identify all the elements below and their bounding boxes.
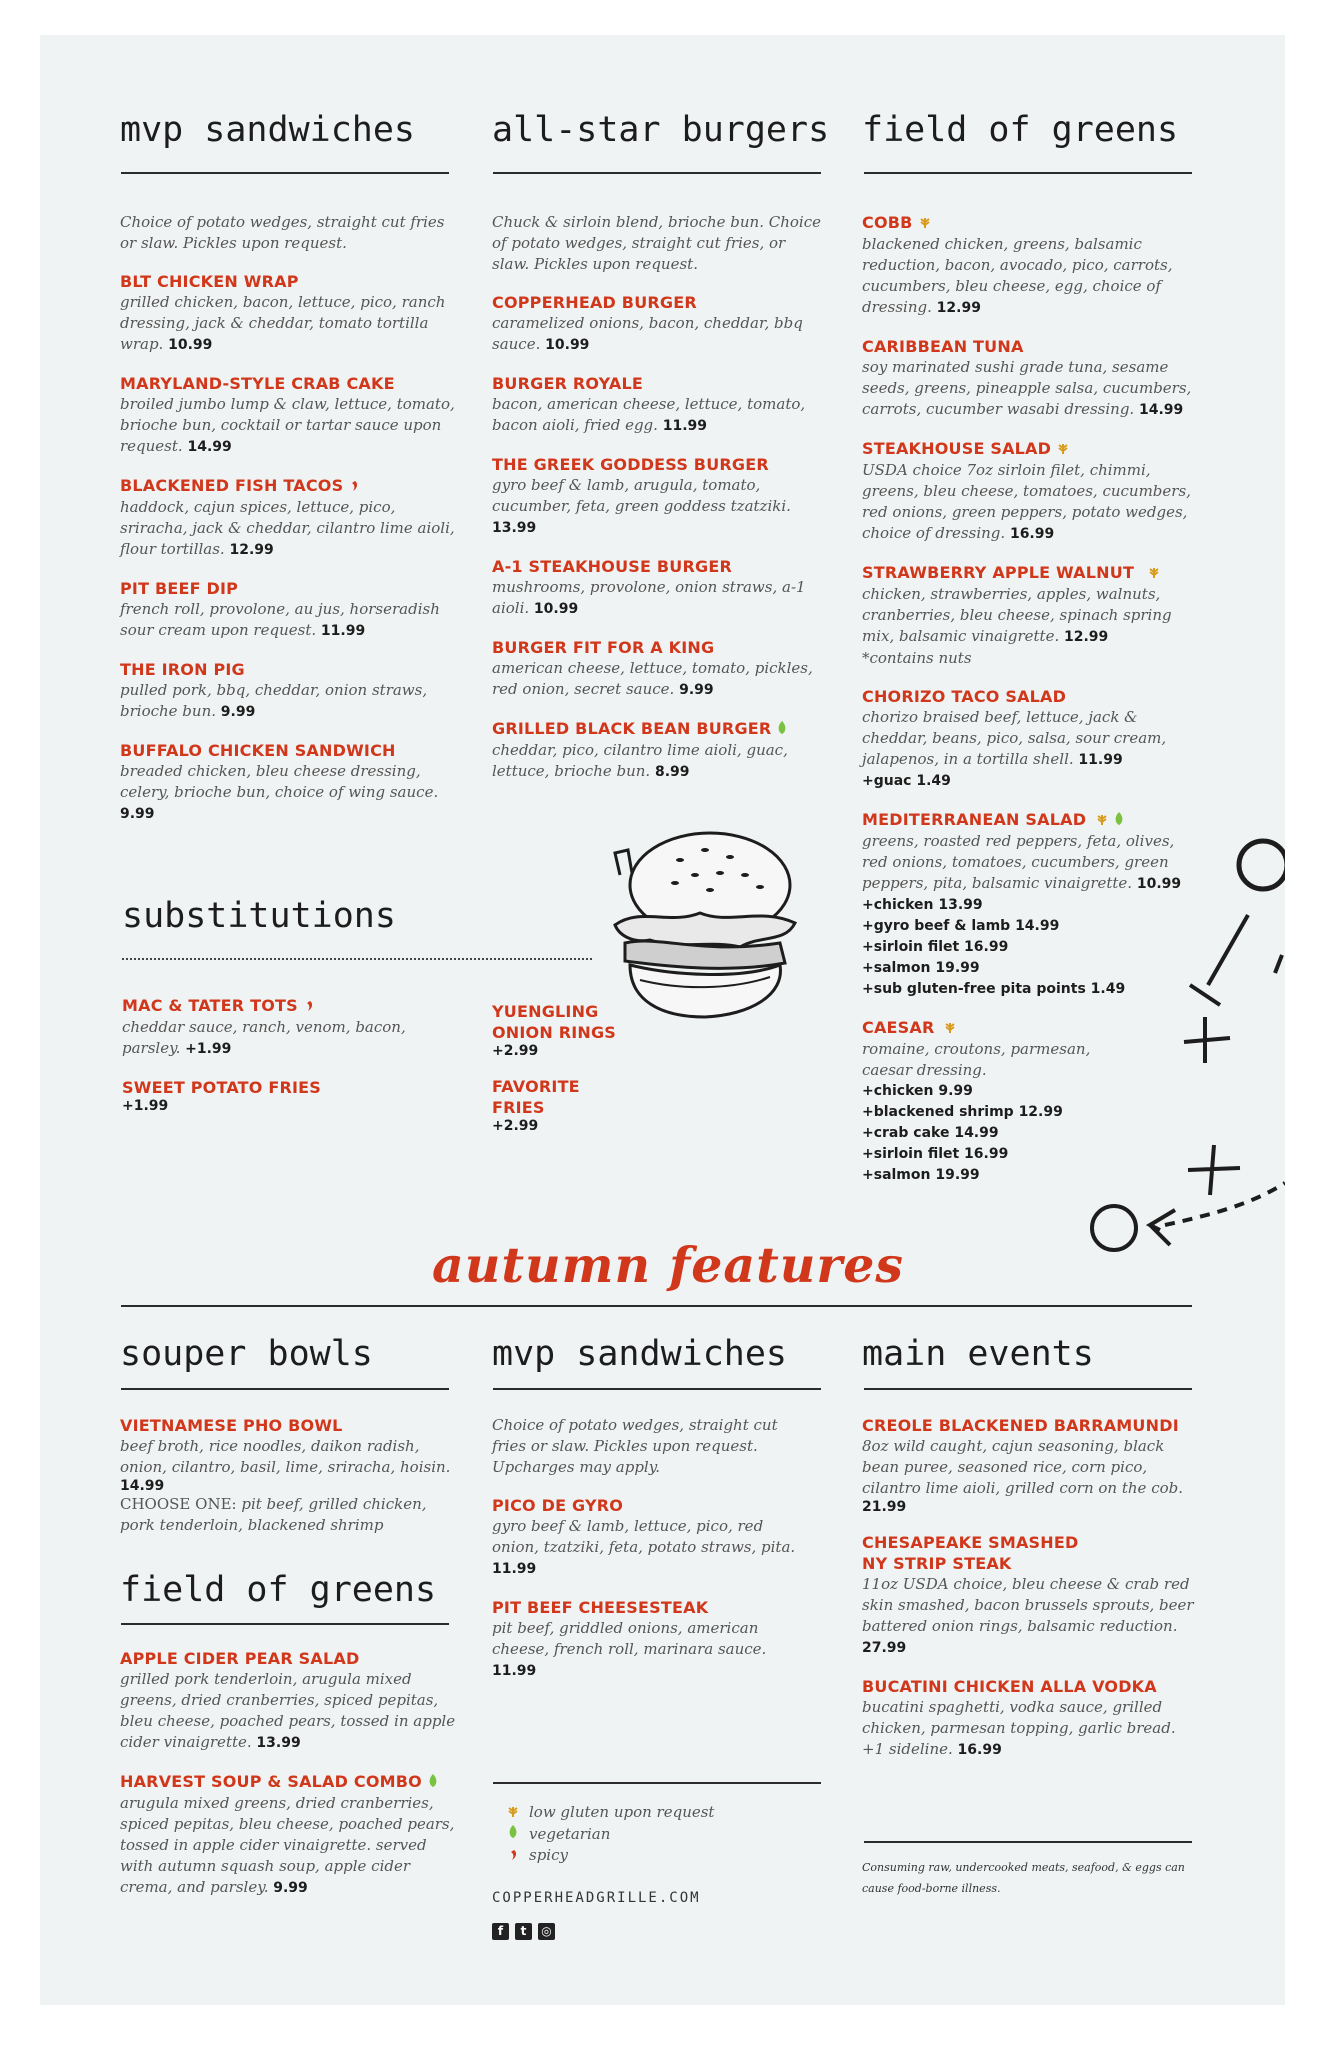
menu-item — [120, 475, 455, 561]
football-play-diagram — [1080, 805, 1285, 1275]
mvp-column — [120, 212, 455, 842]
menu-item — [492, 292, 827, 356]
legend-label: spicy — [529, 1846, 568, 1864]
subs-title: substitutions — [122, 896, 396, 936]
item-price: 13.99 — [256, 1735, 301, 1751]
item-desc: arugula mixed greens, dried cranberries, spiced pepitas, bleu cheese, poached pears, tossed in apple cider vinaigrette. served with autumn squash soup, apple cider crema, and parsley. — [120, 1794, 455, 1896]
menu-item — [492, 556, 827, 620]
chili-icon — [507, 1846, 519, 1867]
item-desc: romaine, croutons, parmesan, caesar dressing. — [862, 1040, 1091, 1079]
fgreens2-divider — [121, 1623, 449, 1625]
item-desc: bacon, american cheese, lettuce, tomato, bacon aioli, fried egg. — [492, 395, 806, 434]
item-desc: bucatini spaghetti, vodka sauce, grilled chicken, parmesan topping, garlic bread. +1 sideline. — [862, 1698, 1176, 1758]
burgers-intro: Chuck & sirloin blend, brioche bun. Choice of potato wedges, straight cut fries, or slaw. Pickles upon request. — [492, 213, 821, 273]
mvp-intro: Choice of potato wedges, straight cut fries or slaw. Pickles upon request. — [120, 213, 445, 252]
item-price: 13.99 — [492, 520, 537, 536]
item-price: 11.99 — [1078, 752, 1123, 768]
item-name: BUFFALO CHICKEN SANDWICH — [120, 741, 396, 760]
item-note: *contains nuts — [862, 649, 972, 667]
item-price: 10.99 — [1136, 876, 1182, 892]
item-addon: +chicken 9.99 — [862, 1083, 973, 1099]
legend — [507, 1802, 807, 1867]
wheat-icon — [944, 1018, 956, 1039]
item-name: PICO DE GYRO — [492, 1496, 624, 1515]
item-addon: +gyro beef & lamb 14.99 — [862, 918, 1060, 934]
item-desc: pulled pork, bbq, cheddar, onion straws, brioche bun. — [120, 681, 428, 720]
item-name: MARYLAND-STYLE CRAB CAKE — [120, 374, 395, 393]
instagram-icon[interactable]: ◎ — [538, 1923, 555, 1940]
item-name: CHESAPEAKE SMASHED — [862, 1533, 1079, 1552]
wheat-icon — [1057, 439, 1069, 460]
item-name: CARIBBEAN TUNA — [862, 337, 1024, 356]
mvp2-column — [492, 1415, 812, 1699]
item-name: STRAWBERRY APPLE WALNUT — [862, 563, 1135, 582]
mvp2-intro: Choice of potato wedges, straight cut fries or slaw. Pickles upon request. Upcharges may apply. — [492, 1416, 778, 1476]
item-desc: blackened chicken, greens, balsamic reduction, bacon, avocado, pico, carrots, cucumbers, bleu cheese, egg, choice of dressing. — [862, 235, 1173, 316]
item-name: THE IRON PIG — [120, 660, 245, 679]
menu-item — [492, 1597, 812, 1682]
leaf-icon — [777, 719, 787, 740]
twitter-icon[interactable]: t — [515, 1923, 532, 1940]
item-price: 10.99 — [533, 601, 579, 617]
item-addon: +crab cake 14.99 — [862, 1125, 999, 1141]
item-addon: +blackened shrimp 12.99 — [862, 1104, 1063, 1120]
menu-item — [122, 1077, 422, 1114]
menu-item — [120, 1415, 460, 1536]
item-price: 27.99 — [862, 1640, 907, 1656]
legend-label: low gluten upon request — [529, 1803, 715, 1821]
main-column — [862, 1415, 1202, 1778]
item-desc: 11oz USDA choice, bleu cheese & crab red skin smashed, bacon brussels sprouts, beer battered onion rings, balsamic reduction. — [862, 1575, 1194, 1635]
item-addon: +salmon 19.99 — [862, 1167, 980, 1183]
menu-item — [492, 454, 827, 539]
legend-row — [507, 1802, 807, 1824]
item-price: 9.99 — [273, 1880, 308, 1896]
greens-title: field of greens — [862, 110, 1179, 150]
features-divider — [121, 1305, 1192, 1307]
menu-sheet — [40, 35, 1285, 2005]
item-price: 9.99 — [679, 682, 714, 698]
item-name: STEAKHOUSE SALAD — [862, 439, 1052, 458]
souper-divider — [121, 1388, 449, 1390]
item-name: CREOLE BLACKENED BARRAMUNDI — [862, 1416, 1179, 1435]
item-price: 12.99 — [936, 300, 981, 316]
item-desc: 8oz wild caught, cajun seasoning, black bean puree, seasoned rice, corn pico, cilantro lime aioli, grilled corn on the cob. — [862, 1437, 1183, 1497]
item-addon: +chicken 13.99 — [862, 897, 983, 913]
menu-item — [492, 1001, 632, 1059]
souper-column — [120, 1415, 460, 1553]
item-name: HARVEST SOUP & SALAD COMBO — [120, 1772, 422, 1791]
item-name: THE GREEK GODDESS BURGER — [492, 455, 769, 474]
item-desc: haddock, cajun spices, lettuce, pico, sriracha, jack & cheddar, cilantro lime aioli, flour tortillas. — [120, 498, 455, 558]
item-name: PIT BEEF CHEESESTEAK — [492, 1598, 709, 1617]
item-name: PIT BEEF DIP — [120, 579, 239, 598]
menu-item — [862, 1532, 1202, 1659]
wheat-icon — [507, 1803, 519, 1824]
item-desc: caramelized onions, bacon, cheddar, bbq sauce. — [492, 314, 803, 353]
item-price: +1.99 — [122, 1098, 169, 1114]
item-price: 11.99 — [492, 1561, 537, 1577]
item-price: 11.99 — [492, 1663, 537, 1679]
menu-item — [120, 1648, 460, 1754]
item-price: 8.99 — [654, 764, 690, 780]
item-desc: chorizo braised beef, lettuce, jack & cheddar, beans, pico, salsa, sour cream, jalapenos, in a tortilla shell. — [862, 708, 1167, 768]
item-desc: grilled chicken, bacon, lettuce, pico, ranch dressing, jack & cheddar, tomato tortilla wrap. — [120, 293, 446, 353]
mvp2-divider — [493, 1388, 821, 1390]
item-addon: +sub gluten-free pita points 1.49 — [862, 981, 1126, 997]
item-addon: +sirloin filet 16.99 — [862, 1146, 1009, 1162]
item-name: BURGER FIT FOR A KING — [492, 638, 715, 657]
souper-title: souper bowls — [120, 1334, 373, 1374]
item-price: +1.99 — [185, 1041, 232, 1057]
item-desc: gyro beef & lamb, arugula, tomato, cucumber, feta, green goddess tzatziki. — [492, 476, 791, 515]
menu-item — [492, 718, 827, 783]
legend-divider — [493, 1782, 821, 1784]
menu-item — [862, 212, 1197, 319]
item-price: 14.99 — [120, 1478, 165, 1494]
legend-label: vegetarian — [529, 1824, 611, 1843]
item-addon: +sirloin filet 16.99 — [862, 939, 1009, 955]
chili-icon — [304, 996, 314, 1017]
menu-item — [862, 686, 1197, 792]
menu-item — [862, 1676, 1202, 1761]
menu-item — [120, 271, 455, 356]
item-desc: breaded chicken, bleu cheese dressing, celery, brioche bun, choice of wing sauce. — [120, 762, 439, 801]
item-name: BURGER ROYALE — [492, 374, 643, 393]
legend-row — [507, 1845, 807, 1867]
mvp-divider — [121, 172, 449, 174]
item-price: 16.99 — [1009, 526, 1055, 542]
menu-item — [492, 373, 827, 437]
item-name: MAC & TATER TOTS — [122, 996, 298, 1015]
item-price: 10.99 — [545, 337, 590, 353]
item-desc: greens, roasted red peppers, feta, olives, red onions, tomatoes, cucumbers, green peppers, pita, balsamic vinaigrette. — [862, 832, 1175, 892]
item-desc: cheddar, pico, cilantro lime aioli, guac, lettuce, brioche bun. — [492, 741, 788, 780]
wheat-icon — [1148, 563, 1160, 584]
menu-item — [862, 562, 1197, 669]
item-price: +2.99 — [492, 1118, 539, 1134]
burgers-column — [492, 212, 827, 800]
disclaimer: Consuming raw, undercooked meats, seafood, & eggs can cause food-borne illness. — [862, 1861, 1185, 1895]
menu-item — [122, 995, 422, 1060]
mvp-title: mvp sandwiches — [120, 110, 416, 150]
item-name: BLACKENED FISH TACOS — [120, 476, 344, 495]
leaf-icon — [507, 1824, 519, 1845]
main-divider — [864, 1388, 1192, 1390]
item-desc: pit beef, griddled onions, american cheese, french roll, marinara sauce. — [492, 1619, 767, 1658]
item-addon: +guac 1.49 — [862, 773, 951, 789]
item-price: 14.99 — [187, 439, 232, 455]
menu-item — [120, 1771, 460, 1899]
menu-item — [492, 1076, 632, 1134]
item-desc: chicken, strawberries, apples, walnuts, cranberries, bleu cheese, spinach spring mix, balsamic vinaigrette. — [862, 585, 1172, 645]
item-name: VIETNAMESE PHO BOWL — [120, 1416, 343, 1435]
fgreens2-title: field of greens — [120, 1570, 437, 1610]
item-price: 12.99 — [229, 542, 274, 558]
menu-item — [862, 438, 1197, 545]
menu-item — [492, 1495, 812, 1580]
menu-item — [862, 1415, 1202, 1515]
item-price: +2.99 — [492, 1043, 539, 1059]
item-name-line2: NY STRIP STEAK — [862, 1554, 1012, 1573]
item-desc: grilled pork tenderloin, arugula mixed greens, dried cranberries, spiced pepitas, bleu cheese, poached pears, tossed in apple cider vinaigrette. — [120, 1670, 456, 1751]
menu-item — [120, 659, 455, 723]
menu-item — [492, 637, 827, 701]
item-name: COBB — [862, 213, 913, 232]
item-name: YUENGLING ONION RINGS — [492, 1002, 617, 1042]
facebook-icon[interactable]: f — [492, 1923, 509, 1940]
item-desc: gyro beef & lamb, lettuce, pico, red onion, tzatziki, feta, potato straws, pita. — [492, 1517, 796, 1556]
menu-item — [120, 578, 455, 642]
item-desc: american cheese, lettuce, tomato, pickles, red onion, secret sauce. — [492, 659, 813, 698]
item-desc: broiled jumbo lump & claw, lettuce, tomato, brioche bun, cocktail or tartar sauce upon request. — [120, 395, 455, 455]
item-name: A-1 STEAKHOUSE BURGER — [492, 557, 732, 576]
menu-item — [120, 740, 455, 825]
greens-divider — [864, 172, 1192, 174]
item-name: BUCATINI CHICKEN ALLA VODKA — [862, 1677, 1157, 1696]
item-name: COPPERHEAD BURGER — [492, 293, 697, 312]
disclaimer-divider — [864, 1841, 1192, 1843]
item-name: SWEET POTATO FRIES — [122, 1078, 321, 1097]
item-desc: mushrooms, provolone, onion straws, a-1 aioli. — [492, 578, 806, 617]
subs-column-right — [492, 1001, 632, 1151]
burgers-divider — [493, 172, 821, 174]
item-name: CAESAR — [862, 1018, 935, 1037]
item-name: CHORIZO TACO SALAD — [862, 687, 1067, 706]
item-addon: +salmon 19.99 — [862, 960, 980, 976]
item-desc: soy marinated sushi grade tuna, sesame seeds, greens, pineapple salsa, cucumbers, carrots, cucumber wasabi dressing. — [862, 358, 1192, 418]
item-price: 9.99 — [120, 806, 155, 822]
item-price: 16.99 — [957, 1742, 1002, 1758]
item-name: MEDITERRANEAN SALAD — [862, 810, 1087, 829]
item-price: 10.99 — [168, 337, 213, 353]
menu-item — [862, 336, 1197, 421]
mvp2-title: mvp sandwiches — [492, 1334, 788, 1374]
subs-column-left — [122, 995, 422, 1131]
item-price: 9.99 — [220, 704, 256, 720]
item-name: GRILLED BLACK BEAN BURGER — [492, 719, 772, 738]
choose-desc: pit beef, grilled chicken, pork tenderloin, blackened shrimp — [120, 1495, 427, 1534]
item-price: 12.99 — [1064, 629, 1109, 645]
item-name: FAVORITE FRIES — [492, 1077, 580, 1117]
burgers-title: all-star burgers — [492, 110, 830, 150]
wheat-icon — [919, 213, 931, 234]
features-title: autumn features — [432, 1236, 905, 1294]
website-link[interactable]: COPPERHEADGRILLE.COM — [492, 1890, 701, 1906]
menu-item — [120, 373, 455, 458]
fgreens2-column — [120, 1648, 460, 1916]
chili-icon — [349, 476, 359, 497]
item-desc: beef broth, rice noodles, daikon radish, onion, cilantro, basil, lime, sriracha, hoisin. — [120, 1437, 451, 1476]
item-price: 11.99 — [662, 418, 708, 434]
social-links — [492, 1920, 561, 1940]
subs-dotted-divider — [122, 958, 592, 960]
legend-row — [507, 1824, 807, 1846]
main-title: main events — [862, 1334, 1094, 1374]
item-desc: french roll, provolone, au jus, horseradish sour cream upon request. — [120, 600, 440, 639]
item-desc: cheddar sauce, ranch, venom, bacon, parsley. — [122, 1018, 406, 1057]
leaf-icon — [428, 1772, 438, 1793]
item-name: APPLE CIDER PEAR SALAD — [120, 1649, 360, 1668]
item-name: BLT CHICKEN WRAP — [120, 272, 299, 291]
choose-label: CHOOSE ONE: — [120, 1495, 237, 1513]
item-price: 21.99 — [862, 1499, 907, 1515]
burger-illustration — [580, 815, 830, 1025]
item-price: 11.99 — [320, 623, 366, 639]
item-desc: USDA choice 7oz sirloin filet, chimmi, greens, bleu cheese, tomatoes, cucumbers, red onions, green peppers, potato wedges, choice of dressing. — [862, 461, 1191, 542]
item-price: 14.99 — [1139, 402, 1184, 418]
